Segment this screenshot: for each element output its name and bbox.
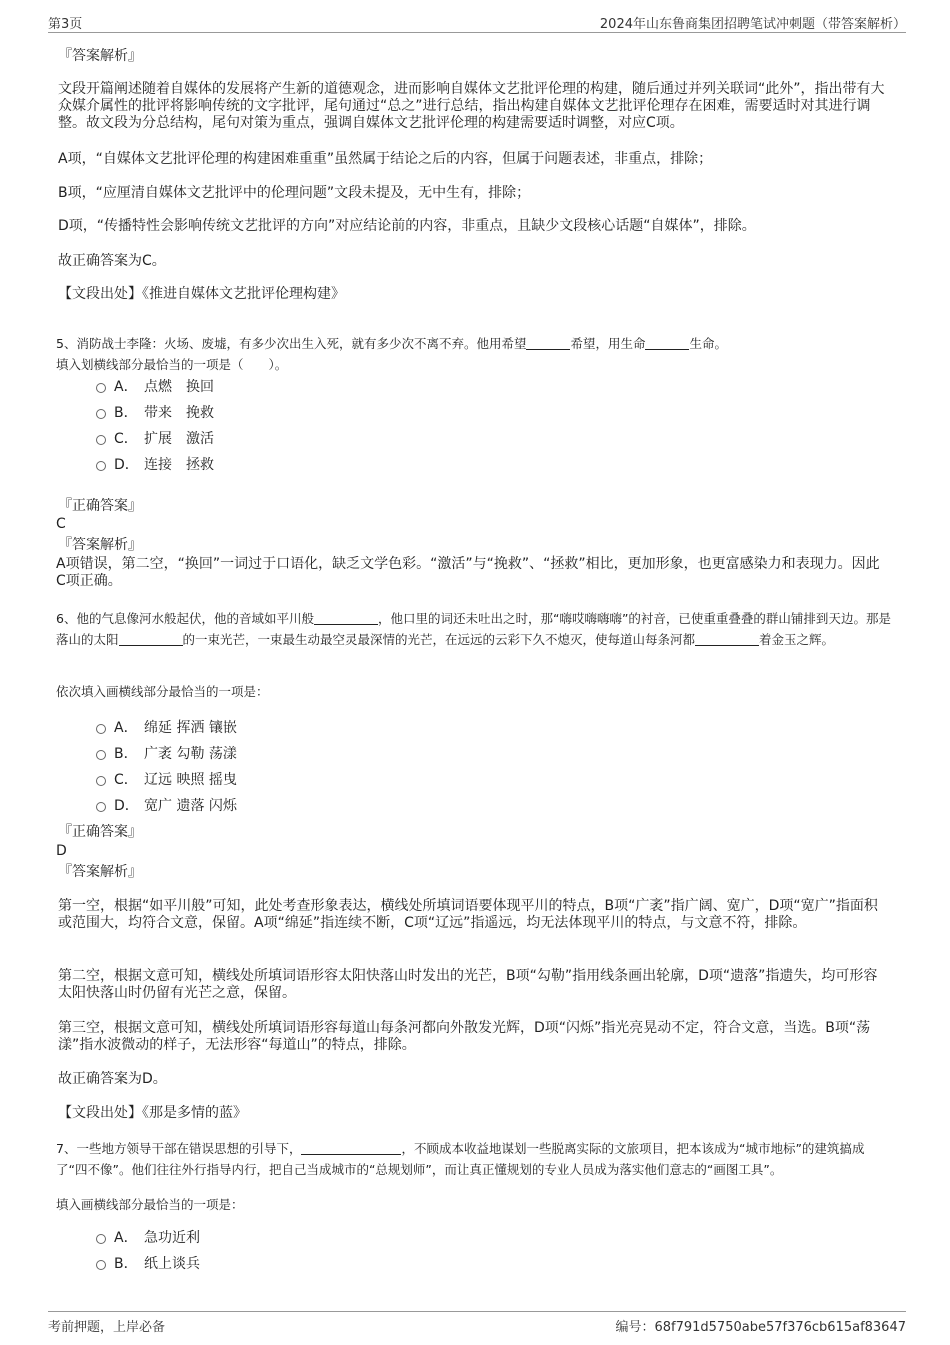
analysis-label: 『答案解析』 — [58, 864, 142, 880]
answer-blank — [526, 337, 570, 350]
footer-slogan: 考前押题，上岸必备 — [48, 1320, 166, 1335]
analysis-paragraph: 第二空，根据文意可知，横线处所填词语形容太阳快落山时发出的光芒，B项“勾勒”指用线条画出轮廓，D项“遗落”指遗失，均可形容太阳快落山时仍留有光芒之意，保留。 — [58, 968, 878, 1001]
radio-icon[interactable] — [96, 776, 106, 786]
analysis-label: 『答案解析』 — [58, 48, 142, 64]
question-5-stem: 5、消防战士李隆：火场、废墟，有多少次出生入死，就有多少次不离不弃。他用希望 希望，用生命 生命。 — [56, 336, 727, 351]
correct-answer-label: 『正确答案』 — [58, 824, 142, 840]
page-header — [48, 10, 906, 33]
option-c[interactable]: C． 扩展 激活 — [96, 430, 214, 448]
option-b[interactable]: B． 带来 挽救 — [96, 404, 214, 422]
source-citation: 【文段出处】《推进自媒体文艺批评伦理构建》 — [58, 286, 345, 302]
radio-icon[interactable] — [96, 409, 106, 419]
option-a[interactable]: A． 急功近利 — [96, 1229, 200, 1247]
question-prompt: 填入画横线部分最恰当的一项是： — [56, 1197, 244, 1212]
radio-icon[interactable] — [96, 750, 106, 760]
answer-blank — [119, 633, 183, 646]
option-b[interactable]: B． 广袤 勾勒 荡漾 — [96, 745, 237, 763]
answer-statement: 故正确答案为C。 — [58, 253, 166, 269]
correct-answer: C — [56, 516, 66, 532]
correct-answer-label: 『正确答案』 — [58, 498, 142, 514]
question-7-stem: 7、一些地方领导干部在错误思想的引导下， ，不顾成本收益地谋划一些脱离实际的文旅项目，把本该成为“城市地标”的建筑搞成了“四不像”。他们往往外行指导内行，把自己当成城市的“总规划师”，而让真正懂规划的专业人员成为落实他们意志的“画图工具”。 — [56, 1141, 865, 1177]
answer-blank — [301, 1142, 401, 1155]
radio-icon[interactable] — [96, 802, 106, 812]
radio-icon[interactable] — [96, 1234, 106, 1244]
radio-icon[interactable] — [96, 1260, 106, 1270]
analysis-paragraph: A项，“自媒体文艺批评伦理的构建困难重重”虽然属于结论之后的内容，但属于问题表述，非重点，排除； — [58, 151, 713, 167]
answer-blank — [645, 337, 689, 350]
option-d[interactable]: D． 连接 拯救 — [96, 456, 214, 474]
option-d[interactable]: D． 宽广 遗落 闪烁 — [96, 797, 237, 815]
analysis-paragraph: B项，“应厘清自媒体文艺批评中的伦理问题”文段未提及，无中生有，排除； — [58, 185, 531, 201]
option-b[interactable]: B． 纸上谈兵 — [96, 1255, 200, 1273]
page-footer — [48, 1311, 906, 1340]
document-title: 2024年山东鲁商集团招聘笔试冲刺题（带答案解析） — [599, 17, 906, 32]
source-citation: 【文段出处】《那是多情的蓝》 — [58, 1105, 247, 1121]
question-prompt: 依次填入画横线部分最恰当的一项是： — [56, 684, 269, 699]
analysis-paragraph: 第三空，根据文意可知，横线处所填词语形容每道山每条河都向外散发光辉，D项“闪烁”指光亮晃动不定，符合文意，当选。B项“荡漾”指水波微动的样子，无法形容“每道山”的特点，排除。 — [58, 1020, 871, 1053]
answer-blank — [314, 612, 378, 625]
option-a[interactable]: A． 绵延 挥洒 镶嵌 — [96, 719, 237, 737]
answer-statement: 故正确答案为D。 — [58, 1071, 167, 1087]
page-number: 第3页 — [48, 17, 83, 32]
radio-icon[interactable] — [96, 435, 106, 445]
analysis-paragraph: 第一空，根据“如平川般”可知，此处考查形象表达，横线处所填词语要体现平川的特点，B项“广袤”指广阔、宽广，D项“宽广”指面积或范围大，均符合文意，保留。A项“绵延”指连续不断，C项“辽远”指遥远，均无法体现平川的特点，与文意不符，排除。 — [58, 898, 878, 931]
question-6-stem: 6、他的气息像河水般起伏，他的音域如平川般 ，他口里的词还未吐出之时，那“嗨哎嗨嗨嗨”的衬音，已使重重叠叠的群山铺排到天边。那是落山的太阳 的一束光芒，一束最生动最空灵最深情的光芒，在远远的云彩下久不熄灭，使每道山每条河都 着金玉之辉。 — [56, 611, 891, 647]
radio-icon[interactable] — [96, 724, 106, 734]
option-c[interactable]: C． 辽远 映照 摇曳 — [96, 771, 237, 789]
document-code: 编号：68f791d5750abe57f376cb615af83647 — [615, 1320, 906, 1335]
radio-icon[interactable] — [96, 383, 106, 393]
analysis-paragraph: D项，“传播特性会影响传统文艺批评的方向”对应结论前的内容，非重点，且缺少文段核心话题“自媒体”，排除。 — [58, 218, 756, 234]
correct-answer: D — [56, 843, 67, 859]
analysis-paragraph: A项错误，第二空，“换回”一词过于口语化，缺乏文学色彩。“激活”与“挽救”、“拯救”相比，更加形象，也更富感染力和表现力。因此C项正确。 — [56, 556, 880, 589]
answer-blank — [695, 633, 759, 646]
option-a[interactable]: A． 点燃 换回 — [96, 378, 214, 396]
radio-icon[interactable] — [96, 461, 106, 471]
analysis-paragraph: 文段开篇阐述随着自媒体的发展将产生新的道德观念，进而影响自媒体文艺批评伦理的构建，随后通过并列关联词“此外”，指出带有大众媒介属性的批评将影响传统的文字批评，尾句通过“总之”进行总结，指出构建自媒体文艺批评伦理存在困难，需要适时对其进行调整。故文段为分总结构，尾句对策为重点，强调自媒体文艺批评伦理的构建需要适时调整，对应C项。 — [58, 81, 885, 131]
analysis-label: 『答案解析』 — [58, 537, 142, 553]
question-prompt: 填入划横线部分最恰当的一项是（ ）。 — [56, 357, 288, 372]
